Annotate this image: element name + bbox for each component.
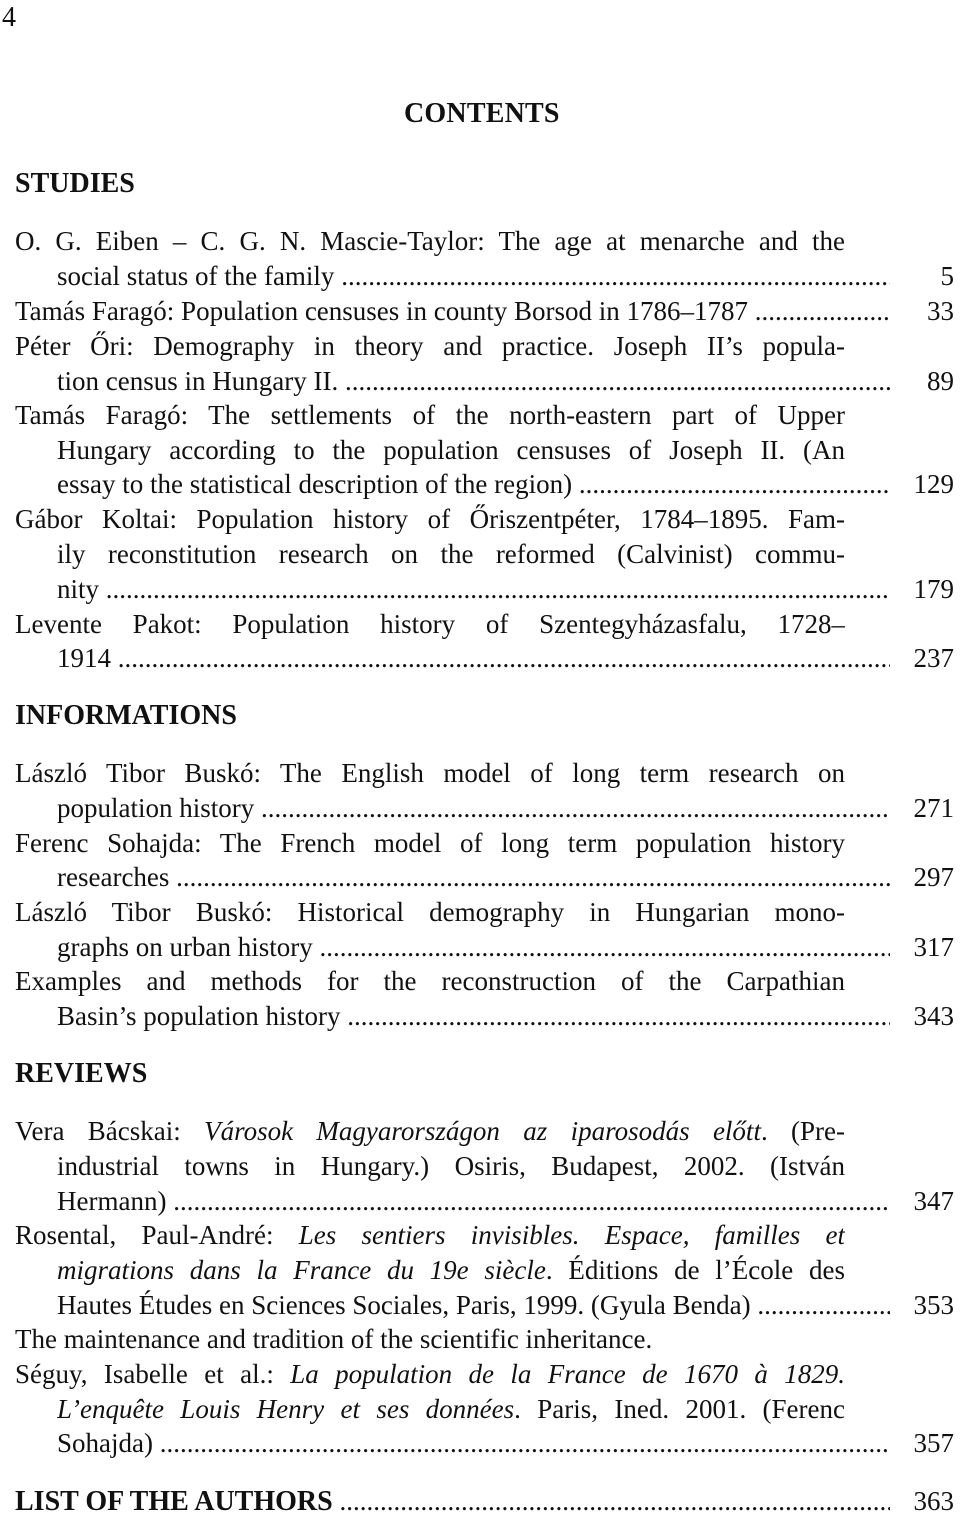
entry-page-number: 179 [913, 574, 954, 604]
entry-line: Péter Őri: Demography in theory and practice. Joseph II’s popula- [15, 331, 845, 361]
entry-page-number: 357 [913, 1428, 954, 1458]
entry-line: researches ..... [57, 860, 890, 895]
entry-page-number: 271 [913, 793, 954, 823]
entry-page-number: 237 [913, 643, 954, 673]
entry-line: Séguy, Isabelle et al.: La population de la France de 1670 à 1829. [15, 1359, 845, 1389]
page-number: 4 [2, 2, 16, 33]
entry-line: Gábor Koltai: Population history of Őriszentpéter, 1784–1895. Fam- [15, 504, 845, 534]
entry-line: Rosental, Paul-André: Les sentiers invisibles. Espace, familles et [15, 1220, 845, 1250]
entry-line: migrations dans la France du 19e siècle. Éditions de l’École des [57, 1255, 845, 1285]
entry-line: Vera Bácskai: Városok Magyarországon az iparosodás előtt. (Pre- [15, 1116, 845, 1146]
section-heading-studies: STUDIES [15, 168, 135, 199]
entry-line: 1914 ..... [57, 641, 890, 676]
entry-page-number: 343 [913, 1001, 954, 1031]
entry-page-number: 353 [913, 1290, 954, 1320]
entry-page-number: 129 [913, 469, 954, 499]
entry-line: Levente Pakot: Population history of Szentegyházasfalu, 1728– [15, 609, 845, 639]
entry-page-number: 33 [927, 296, 954, 326]
entry-line: social status of the family ..... [57, 259, 890, 294]
entry-line: Examples and methods for the reconstruction of the Carpathian [15, 966, 845, 996]
entry-line: László Tibor Buskó: Historical demography in Hungarian mono- [15, 897, 845, 927]
entry-line: Basin’s population history ..... [57, 999, 890, 1034]
entry-line: Sohajda) ..... [57, 1426, 890, 1461]
entry-line: ily reconstitution research on the reformed (Calvinist) commu- [57, 539, 845, 569]
section-heading-authors: LIST OF THE AUTHORS ..... [15, 1484, 890, 1519]
entry-line: graphs on urban history ..... [57, 930, 890, 965]
section-heading-reviews: REVIEWS [15, 1058, 148, 1089]
entry-page-number: 363 [913, 1486, 954, 1516]
entry-line: tion census in Hungary II. ..... [57, 364, 890, 399]
entry-line: essay to the statistical description of the region) ..... [57, 467, 890, 502]
entry-page-number: 317 [913, 932, 954, 962]
entry-line: nity ..... [57, 572, 890, 607]
entry-line: Tamás Faragó: The settlements of the north-eastern part of Upper [15, 400, 845, 430]
entry-line: Hungary according to the population censuses of Joseph II. (An [57, 435, 845, 465]
entry-line: O. G. Eiben – C. G. N. Mascie-Taylor: The age at menarche and the [15, 226, 845, 256]
entry-line: L’enquête Louis Henry et ses données. Paris, Ined. 2001. (Ferenc [57, 1394, 845, 1424]
entry-page-number: 297 [913, 862, 954, 892]
page-title: CONTENTS [404, 98, 560, 129]
entry-line: industrial towns in Hungary.) Osiris, Budapest, 2002. (István [57, 1151, 845, 1181]
entry-line: The maintenance and tradition of the scientific inheritance. [15, 1324, 653, 1354]
entry-page-number: 89 [927, 366, 954, 396]
entry-page-number: 5 [940, 261, 954, 291]
entry-line: population history ..... [57, 791, 890, 826]
section-heading-informations: INFORMATIONS [15, 700, 237, 731]
entry-line: Hermann) ..... [57, 1184, 890, 1219]
entry-line: László Tibor Buskó: The English model of long term research on [15, 758, 845, 788]
entry-line: Ferenc Sohajda: The French model of long term population history [15, 828, 845, 858]
entry-page-number: 347 [913, 1186, 954, 1216]
entry-line: Hautes Études en Sciences Sociales, Paris, 1999. (Gyula Benda) ..... [57, 1288, 890, 1323]
entry-line: Tamás Faragó: Population censuses in county Borsod in 1786–1787 ..... [15, 294, 890, 329]
